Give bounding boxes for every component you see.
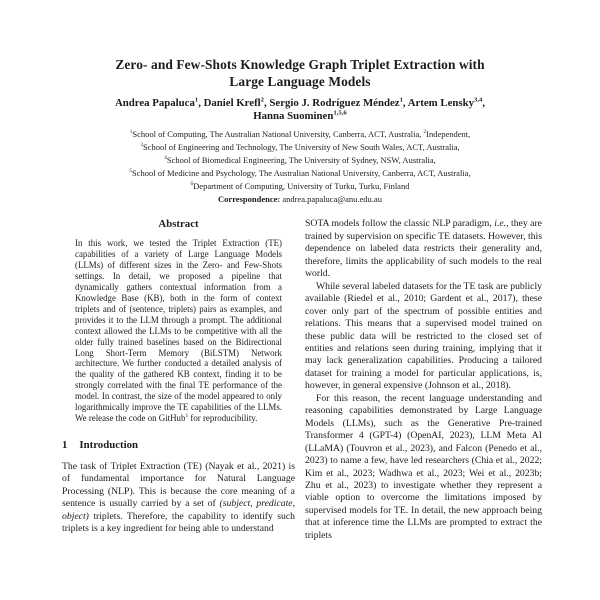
text-run: for reproducibility.	[188, 412, 258, 423]
left-column	[62, 218, 295, 542]
correspondence-line	[0, 193, 600, 206]
text-run: , Daniel Krefl	[198, 97, 261, 109]
text-run: (subject, predicate, object)	[62, 498, 296, 522]
body-paragraph	[305, 393, 542, 542]
body-paragraph	[305, 218, 542, 280]
text-run: The task of Triplet Extraction (TE) (Nayak et al., 2021) is of fundamental importance for Natural Language Processing (NLP). This is because the core meaning of a sentence is usually carried by a set of	[62, 460, 295, 510]
text-run: , Sergio J. Rodríguez Méndez	[264, 97, 400, 109]
text-run: School of Biomedical Engineering, The University of Sydney, NSW, Australia,	[166, 154, 436, 165]
text-run: School of Engineering and Technology, The University of New South Wales, ACT, Australia,	[142, 141, 460, 152]
text-run: i.e.	[494, 218, 507, 230]
superscript: 4	[164, 154, 167, 161]
introduction-paragraph	[62, 461, 295, 536]
section-1-number: 1	[62, 438, 68, 451]
right-column	[305, 218, 542, 542]
introduction-text	[62, 461, 295, 536]
text-run: , Artem Lensky	[402, 97, 474, 109]
text-run: For this reason, the recent language understanding and reasoning capabilities demonstrated by Large Language Models (LLMs), such as the Generative Pre-trained Transformer 4 (GPT-4) (OpenAI, 2023), LLM Meta AI (LLaMA) (Touvron et al., 2023), and Falcon (Penedo et al., 2023) to name a few, have led researchers (Chia et al., 2022; Kim et al., 2023; Wadhwa et al., 2023; Wei et al., 2023b; Zhu et al., 2023) to investigate whether they represent a viable option to overcome the limitations imposed by supervised models for TE. In detail, the new approach being that at inference time the LLMs are prompted to extract the triplets	[305, 392, 542, 541]
superscript: 6	[190, 180, 194, 187]
paper-title-line-2: Large Language Models	[229, 74, 371, 89]
text-run: Independent,	[426, 129, 471, 139]
text-run: School of Computing, The Australian National University, Canberra, ACT, Australia,	[132, 129, 424, 139]
text-run: , they are trained by supervision on specific TE datasets. However, this dependence on labeled data restricts their generality and, therefore, limits the applicability of such models to the real world.	[305, 218, 542, 280]
affiliation-line	[0, 154, 600, 167]
body-paragraph	[305, 281, 542, 393]
superscript: 3,4	[473, 96, 483, 104]
two-column-body	[62, 218, 542, 542]
superscript: 1	[129, 129, 133, 136]
text-run: Department of Computing, University of Turku, Turku, Finland	[193, 180, 410, 191]
abstract-text	[75, 238, 282, 423]
section-1-title: Introduction	[79, 438, 139, 451]
superscript: 1	[185, 412, 189, 419]
text-run: Andrea Papaluca	[114, 97, 195, 109]
paper-title	[0, 56, 600, 90]
text-run: School of Medicine and Psychology, The Australian National University, Canberra, ACT, Australia,	[132, 167, 471, 178]
superscript: 1	[194, 96, 199, 104]
affiliation-line	[0, 128, 600, 141]
abstract-paragraph	[75, 238, 282, 423]
text-run: In this work, we tested the Triplet Extraction (TE) capabilities of a variety of Large Language Models (LLMs) of different sizes in the Zero- and Few-Shots settings. In detail, we proposed a pipeline that dynamically gathers contextual information from a Knowledge Base (KB), both in the form of context triplets and of (sentence, triplets) pairs as examples, and provides it to the LLM through a prompt. The additional context allowed the LLMs to be competitive with all the older fully trained baselines based on the Bidirectional Long Short-Term Memory (BiLSTM) Network architecture. We further conducted a detailed analysis of the quality of the gathered KB context, finding it to be strongly correlated with the final TE performance of the model. In contrast, the size of the model appeared to only logarithmically improve the TE capabilities of the LLMs. We release the code on GitHub	[75, 238, 282, 423]
superscript: 2	[260, 96, 265, 104]
superscript: 1	[399, 96, 403, 104]
superscript: 2	[423, 129, 427, 136]
authors-block	[0, 97, 600, 123]
section-1-heading	[62, 439, 295, 452]
affiliations-block	[0, 128, 600, 193]
superscript: 5	[129, 167, 133, 174]
abstract-heading: Abstract	[158, 218, 199, 231]
text-run: SOTA models follow the classic NLP paradigm,	[305, 218, 495, 230]
superscript: 1,5,6	[333, 109, 347, 117]
authors-line	[0, 110, 600, 123]
affiliation-line	[0, 180, 600, 193]
text-run: triplets. Therefore, the capability to identify such triplets is a key ingredient for being able to understand	[62, 510, 295, 535]
text-run: Correspondence:	[218, 193, 283, 204]
authors-line	[0, 97, 600, 110]
text-run: ,	[482, 97, 486, 109]
right-column-text	[305, 218, 542, 542]
text-run: Hanna Suominen	[253, 110, 334, 122]
text-run: andrea.papaluca@anu.edu.au	[282, 193, 382, 204]
paper-title-line-1: Zero- and Few-Shots Knowledge Graph Triplet Extraction with	[115, 57, 485, 72]
affiliation-line	[0, 141, 600, 154]
superscript: 3	[140, 142, 143, 149]
text-run: While several labeled datasets for the TE task are publicly available (Riedel et al., 2010; Gardent et al., 2017), these cover only part of the spectrum of possible entities and relations. This means that a supervised model trained on these public data will be restricted to the closed set of entities and relations seen during training, implying that it may lack generalization capabilities. Producing a tailored dataset for training a model for particular applications, is, however, in general expensive (Johnson et al., 2018).	[305, 280, 542, 392]
affiliation-line	[0, 167, 600, 180]
